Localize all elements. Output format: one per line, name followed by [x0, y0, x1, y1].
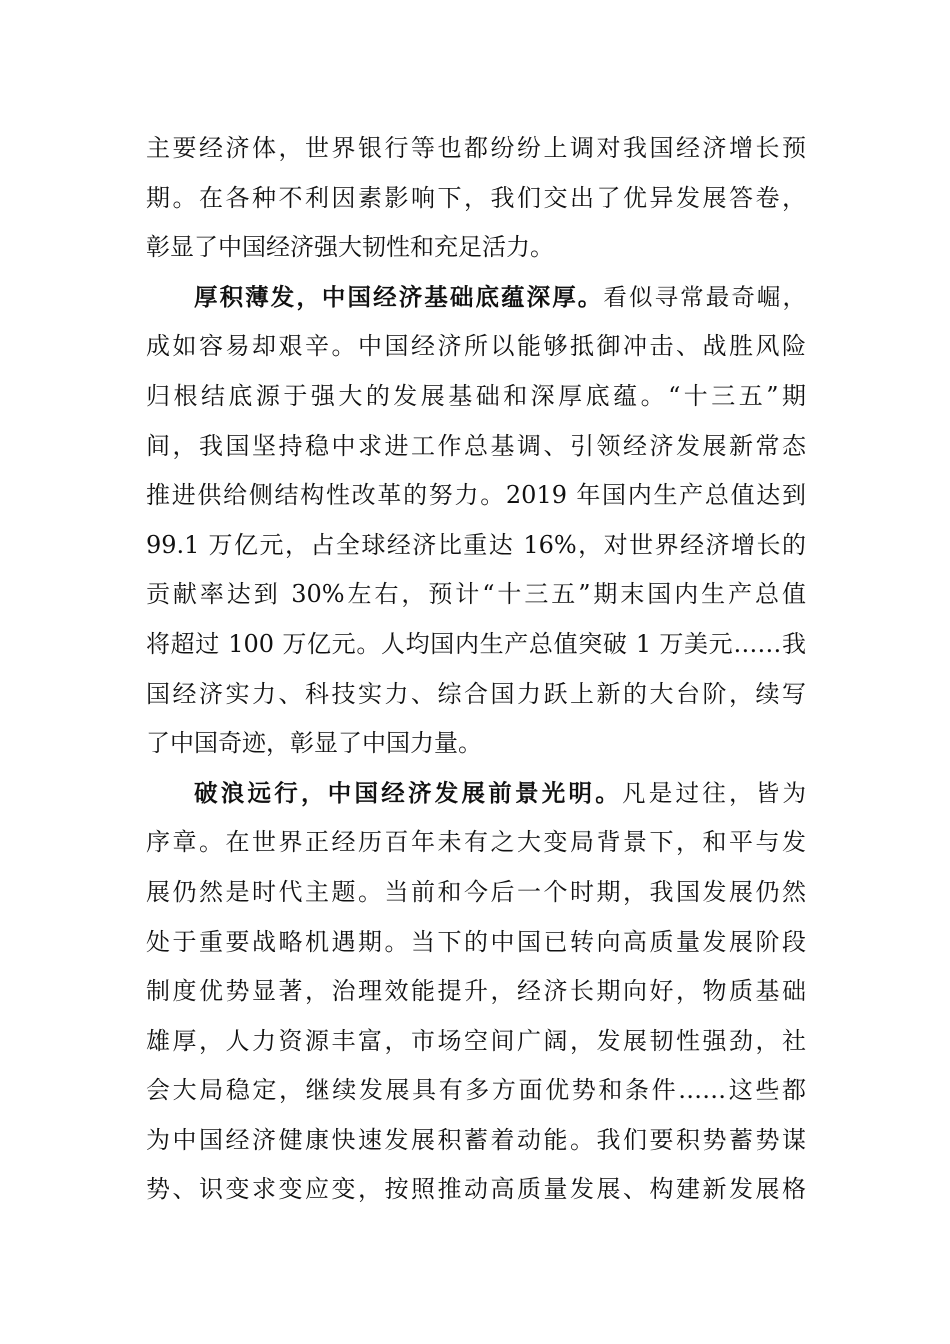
line-text: 期。在各种不利因素影响下，我们交出了优异发展答卷， [146, 183, 806, 212]
paragraph-3-heading: 破浪远行，中国经济发展前景光明。 [194, 778, 622, 807]
paragraph-2-line-10 [146, 719, 806, 769]
paragraph-1-line-3 [146, 223, 806, 273]
paragraph-1-line-1 [146, 124, 806, 174]
line-text: 将超过 100 万亿元。人均国内生产总值突破 1 万美元……我 [146, 629, 806, 658]
paragraph-3-line-3 [146, 868, 806, 918]
paragraph-2-line-1 [146, 273, 806, 323]
paragraph-2-line-6 [146, 521, 806, 571]
line-text: 了中国奇迹，彰显了中国力量。 [146, 729, 482, 758]
paragraph-3-line-2 [146, 818, 806, 868]
paragraph-3-line-8 [146, 1116, 806, 1166]
body-text [146, 124, 806, 1215]
paragraph-1-line-2 [146, 174, 806, 224]
line-text: 间，我国坚持稳中求进工作总基调、引领经济发展新常态 [146, 431, 806, 460]
paragraph-2-line-8 [146, 620, 806, 670]
paragraph-3-line-5 [146, 967, 806, 1017]
line-text: 成如容易却艰辛。中国经济所以能够抵御冲击、战胜风险 [146, 332, 806, 361]
line-text: 国经济实力、科技实力、综合国力跃上新的大台阶，续写 [146, 679, 806, 708]
line-text: 会大局稳定，继续发展具有多方面优势和条件……这些都 [146, 1076, 806, 1105]
paragraph-3-line-7 [146, 1066, 806, 1116]
line-text: 制度优势显著，治理效能提升，经济长期向好，物质基础 [146, 977, 806, 1006]
line-text: 99.1 万亿元，占全球经济比重达 16%，对世界经济增长的 [146, 530, 806, 559]
line-text: 贡献率达到 30%左右，预计“十三五”期末国内生产总值 [146, 580, 806, 609]
paragraph-2-line-2 [146, 322, 806, 372]
paragraph-3-line-1 [146, 769, 806, 819]
paragraph-3-line-6 [146, 1017, 806, 1067]
line-text: 主要经济体，世界银行等也都纷纷上调对我国经济增长预 [146, 134, 806, 162]
paragraph-3-line-4 [146, 918, 806, 968]
paragraph-2-line-3 [146, 372, 806, 422]
line-text: 序章。在世界正经历百年未有之大变局背景下，和平与发 [146, 828, 806, 857]
line-text: 推进供给侧结构性改革的努力。2019 年国内生产总值达到 [146, 481, 806, 510]
line-text: 归根结底源于强大的发展基础和深厚底蕴。“十三五”期 [146, 381, 806, 410]
paragraph-2-line-9 [146, 670, 806, 720]
paragraph-3-line-9 [146, 1165, 806, 1215]
paragraph-2-line-4 [146, 422, 806, 472]
paragraph-2-line-5 [146, 471, 806, 521]
line-text: 彰显了中国经济强大韧性和充足活力。 [146, 233, 554, 262]
line-text: 雄厚，人力资源丰富，市场空间广阔，发展韧性强劲，社 [146, 1026, 806, 1055]
line-text: 势、识变求变应变，按照推动高质量发展、构建新发展格 [146, 1175, 806, 1204]
line-text: 处于重要战略机遇期。当下的中国已转向高质量发展阶段 [146, 927, 806, 956]
line-text: 展仍然是时代主题。当前和今后一个时期，我国发展仍然 [146, 877, 806, 906]
paragraph-2-heading: 厚积薄发，中国经济基础底蕴深厚。 [194, 282, 604, 311]
line-text: 看似寻常最奇崛， [603, 282, 806, 311]
line-text: 凡是过往，皆为 [622, 778, 806, 807]
paragraph-2-line-7 [146, 570, 806, 620]
line-text: 为中国经济健康快速发展积蓄着动能。我们要积势蓄势谋 [146, 1125, 806, 1154]
